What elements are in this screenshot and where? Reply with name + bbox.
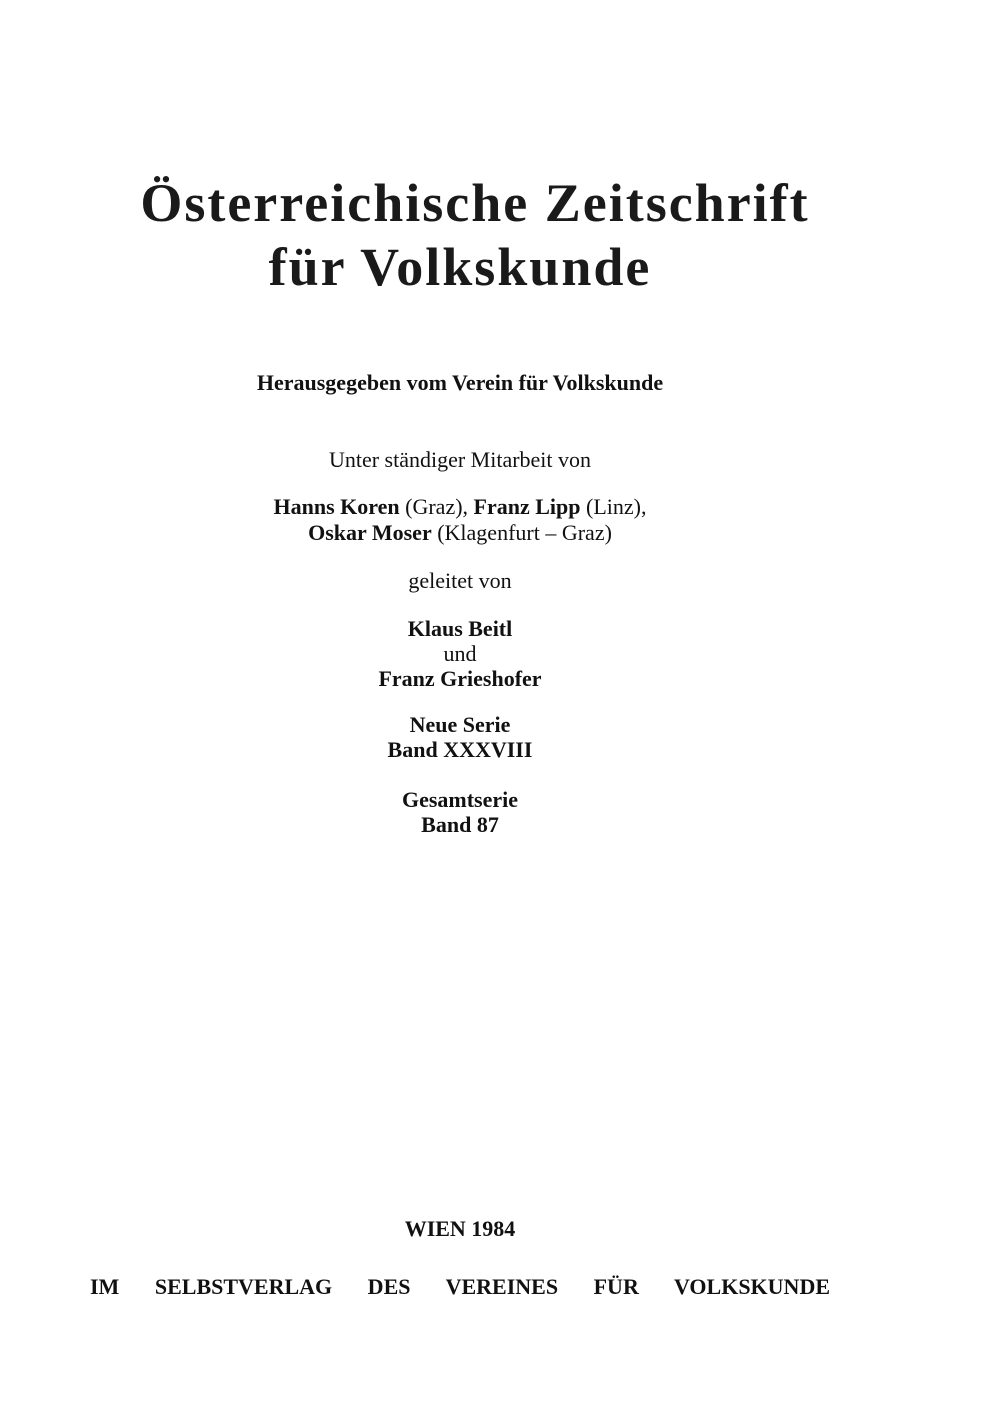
- collaboration-intro: Unter ständiger Mitarbeit von: [328, 447, 592, 472]
- journal-title-line-2: für Volkskunde: [268, 237, 652, 297]
- contributor-name: Franz Lipp: [473, 494, 581, 519]
- contributor-place: (Linz),: [580, 494, 647, 519]
- publisher-line: Herausgegeben vom Verein für Volkskunde: [256, 370, 664, 395]
- total-series-volume: Band 87: [421, 812, 499, 837]
- total-series-label: Gesamtserie: [401, 787, 519, 812]
- editors-intro: geleitet von: [408, 568, 512, 593]
- contributor-name: Hanns Koren: [273, 494, 400, 519]
- imprint-line: IM SELBSTVERLAG DES VEREINES FÜR VOLKSKUNDE: [90, 1274, 830, 1299]
- contributors-line-2: [0, 522, 920, 544]
- editors-conjunction: und: [443, 641, 477, 666]
- place-and-year: WIEN 1984: [404, 1216, 516, 1241]
- contributor-place: (Klagenfurt – Graz): [431, 520, 612, 545]
- editor-name: Klaus Beitl: [407, 616, 513, 641]
- contributor-name: Oskar Moser: [308, 520, 432, 545]
- editor-name: Franz Grieshofer: [378, 666, 542, 691]
- contributors-line-1: [0, 496, 920, 518]
- series-volume: Band XXXVIII: [387, 737, 533, 762]
- journal-title-line-1: Österreichische Zeitschrift: [140, 173, 810, 233]
- contributor-place: (Graz),: [399, 494, 474, 519]
- series-label: Neue Serie: [409, 712, 511, 737]
